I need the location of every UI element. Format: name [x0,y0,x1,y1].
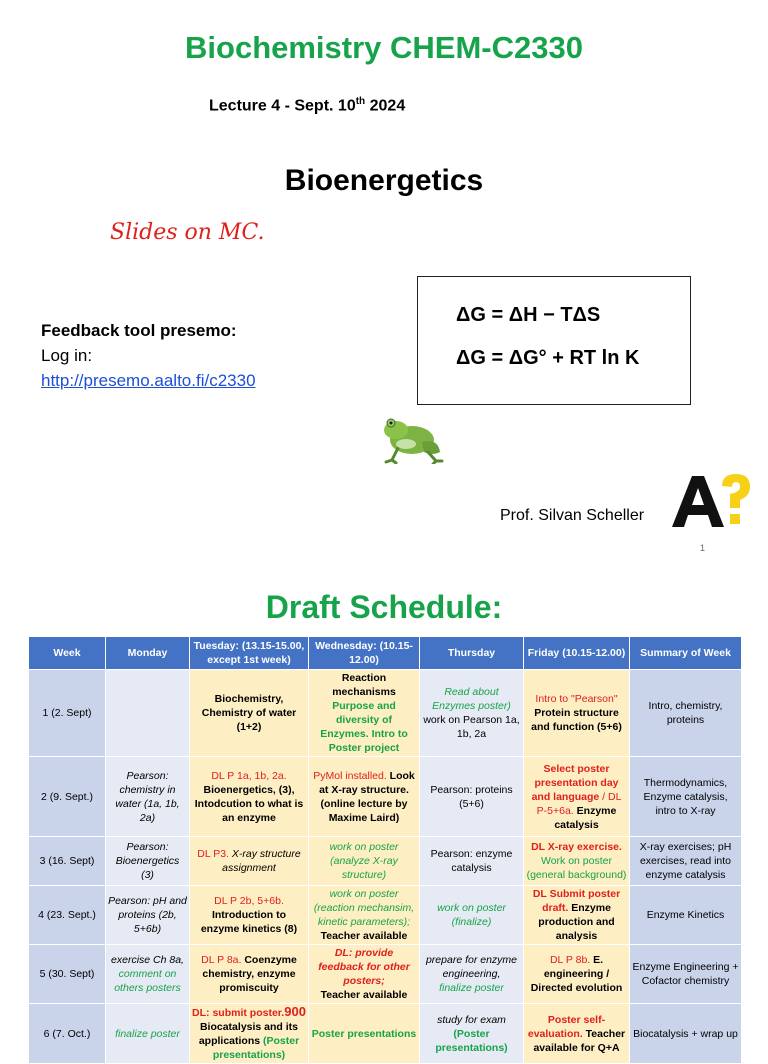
table-row [29,945,742,1004]
cell-text: DL Submit poster draft. [532,888,621,914]
monday-cell: Pearson: Bioenergetics (3) [106,837,190,886]
wednesday-cell [309,945,420,1004]
cell-text: Purpose and diversity of Enzymes. Intro to Poster project [320,700,408,754]
lecture-date-suffix: th [355,96,366,107]
monday-cell: Pearson: pH and proteins (2b, 5+6b) [106,886,190,945]
cell-text: work on poster (reaction mechansim, kinetic parameters); [313,888,415,928]
thursday-cell: work on poster (finalize) [420,886,524,945]
header-tuesday: Tuesday: (13.15-15.00, except 1st week) [190,637,309,670]
cell-text: DL: submit poster. [192,1007,285,1019]
gibbs-equation: ΔG = ΔH − TΔS [456,304,601,326]
table-row [29,1004,742,1064]
page-number: 1 [700,543,706,553]
cell-text: E. engineering / Directed evolution [530,954,623,994]
friday-cell [524,837,630,886]
cell-text: Teacher available [320,930,408,942]
cell-text: Introduction to enzyme kinetics (8) [200,909,298,935]
cell-text: comment on others posters [114,968,181,994]
gibbs-equilibrium-equation: ΔG = ΔG° + RT ln K [456,347,640,369]
monday-cell [106,945,190,1004]
week-cell: 5 (30. Sept) [29,945,106,1004]
equation-box [417,276,691,405]
cell-text: Teacher available for Q+A [533,1027,626,1054]
cell-text: Read about Enzymes poster) [432,686,511,712]
header-thursday: Thursday [420,637,524,670]
monday-cell: Pearson: chemistry in water (1a, 1b, 2a) [106,757,190,837]
cell-text: Reaction mechanisms [332,672,396,698]
lecture-year: 2024 [365,97,406,115]
cell-text: Work on poster (general background) [526,855,627,881]
table-row [29,837,742,886]
cell-text: DL P 2b, 5+6b. [214,895,284,907]
summary-cell: Intro, chemistry, proteins [630,670,742,757]
feedback-title: Feedback tool presemo: [41,321,237,340]
cell-text: (Poster presentations) [435,1027,508,1054]
thursday-cell: Pearson: enzyme catalysis [420,837,524,886]
thursday-cell: Pearson: proteins (5+6) [420,757,524,837]
friday-cell [524,670,630,757]
header-friday: Friday (10.15-12.00) [524,637,630,670]
header-summary: Summary of Week [630,637,742,670]
lecture-topic: Bioenergetics [284,164,484,197]
cell-text: / DL P-5+6a. [536,790,622,817]
table-row [29,757,742,837]
tuesday-cell [190,886,309,945]
thursday-cell [420,945,524,1004]
cell-text: Bioenergetics, (3), Intodcution to what is an enzyme [194,783,304,824]
week-cell: 1 (2. Sept) [29,670,106,757]
professor-name: Prof. Silvan Scheller [500,507,645,524]
feedback-block [41,318,256,393]
wednesday-cell [309,757,420,837]
frog-image [378,412,446,464]
week-cell: 3 (16. Sept) [29,837,106,886]
login-label: Log in: [41,346,93,365]
aalto-logo [670,472,752,530]
lecture-date: Lecture 4 - Sept. 10 [209,97,356,115]
cell-text: DL P3. [197,848,229,860]
summary-cell: Thermodynamics, Enzyme catalysis, intro to X-ray [630,757,742,837]
lecture-info [209,96,405,115]
cell-text: DL P 8a. [201,954,242,966]
cell-text: prepare for enzyme engineering, [425,954,518,980]
table-row [29,670,742,757]
course-title: Biochemistry CHEM-C2330 [185,30,583,65]
week-cell: 4 (23. Sept.) [29,886,106,945]
handwritten-note-text: Slides on MC. [110,220,265,245]
summary-cell: Biocatalysis + wrap up [630,1004,742,1064]
cell-text: DL P 1a, 1b, 2a. [211,769,287,782]
cell-text: X-ray structure assignment [222,848,301,874]
wednesday-cell: work on poster (analyze X-ray structure) [309,837,420,886]
wednesday-cell [309,670,420,757]
tuesday-cell: Biochemistry, Chemistry of water (1+2) [190,670,309,757]
cell-text: DL: provide feedback for other posters; [318,947,410,987]
summary-cell: X-ray exercises; pH exercises, read into enzyme catalysis [630,837,742,886]
tuesday-cell [190,757,309,837]
cell-text: PyMol installed. [313,769,387,782]
tuesday-cell [190,837,309,886]
presemo-link[interactable]: http://presemo.aalto.fi/c2330 [41,371,256,390]
handwritten-note [108,215,288,249]
cell-text: finalize poster [439,982,504,994]
header-monday: Monday [106,637,190,670]
wednesday-cell: Poster presentations [309,1004,420,1064]
cell-text: Select poster presentation day and language [531,762,619,803]
cell-text: Intro to "Pearson" [535,693,618,705]
handwritten-mark: 900 [284,1004,306,1019]
week-cell: 6 (7. Oct.) [29,1004,106,1064]
thursday-cell [420,670,524,757]
schedule-table [28,636,742,1064]
thursday-cell [420,1004,524,1064]
cell-text: DL P 8b. [549,954,591,966]
cell-text: Biocatalysis and its applications [198,1021,299,1047]
cell-text: DL X-ray exercise. [531,841,622,853]
friday-cell [524,1004,630,1064]
cell-text: Look at X-ray structure. (online lecture by Maxime Laird) [319,769,415,824]
tuesday-cell [190,1004,309,1064]
summary-cell: Enzyme Kinetics [630,886,742,945]
cell-text: exercise Ch 8a, [111,954,184,966]
cell-text: study for exam [437,1013,506,1026]
cell-text: Protein structure and function (5+6) [531,707,622,733]
cell-text: Coenzyme chemistry, enzyme promiscuity [202,954,297,994]
friday-cell [524,886,630,945]
week-cell: 2 (9. Sept.) [29,757,106,837]
cell-text: Enzyme production and analysis [538,902,615,942]
monday-cell: finalize poster [106,1004,190,1064]
wednesday-cell [309,886,420,945]
cell-text: Enzyme catalysis [554,804,617,831]
monday-cell [106,670,190,757]
header-week: Week [29,637,106,670]
schedule-title: Draft Schedule: [265,589,503,625]
friday-cell [524,945,630,1004]
summary-cell: Enzyme Engineering + Cofactor chemistry [630,945,742,1004]
cell-text: work on Pearson 1a, 1b, 2a [423,714,520,740]
tuesday-cell [190,945,309,1004]
cell-text: Teacher available [320,989,408,1001]
table-row [29,886,742,945]
cell-text: (Poster presentations) [212,1035,300,1061]
table-header-row [29,637,742,670]
header-wednesday: Wednesday: (10.15-12.00) [309,637,420,670]
cell-text: Poster self-evaluation. [527,1013,606,1040]
friday-cell [524,757,630,837]
